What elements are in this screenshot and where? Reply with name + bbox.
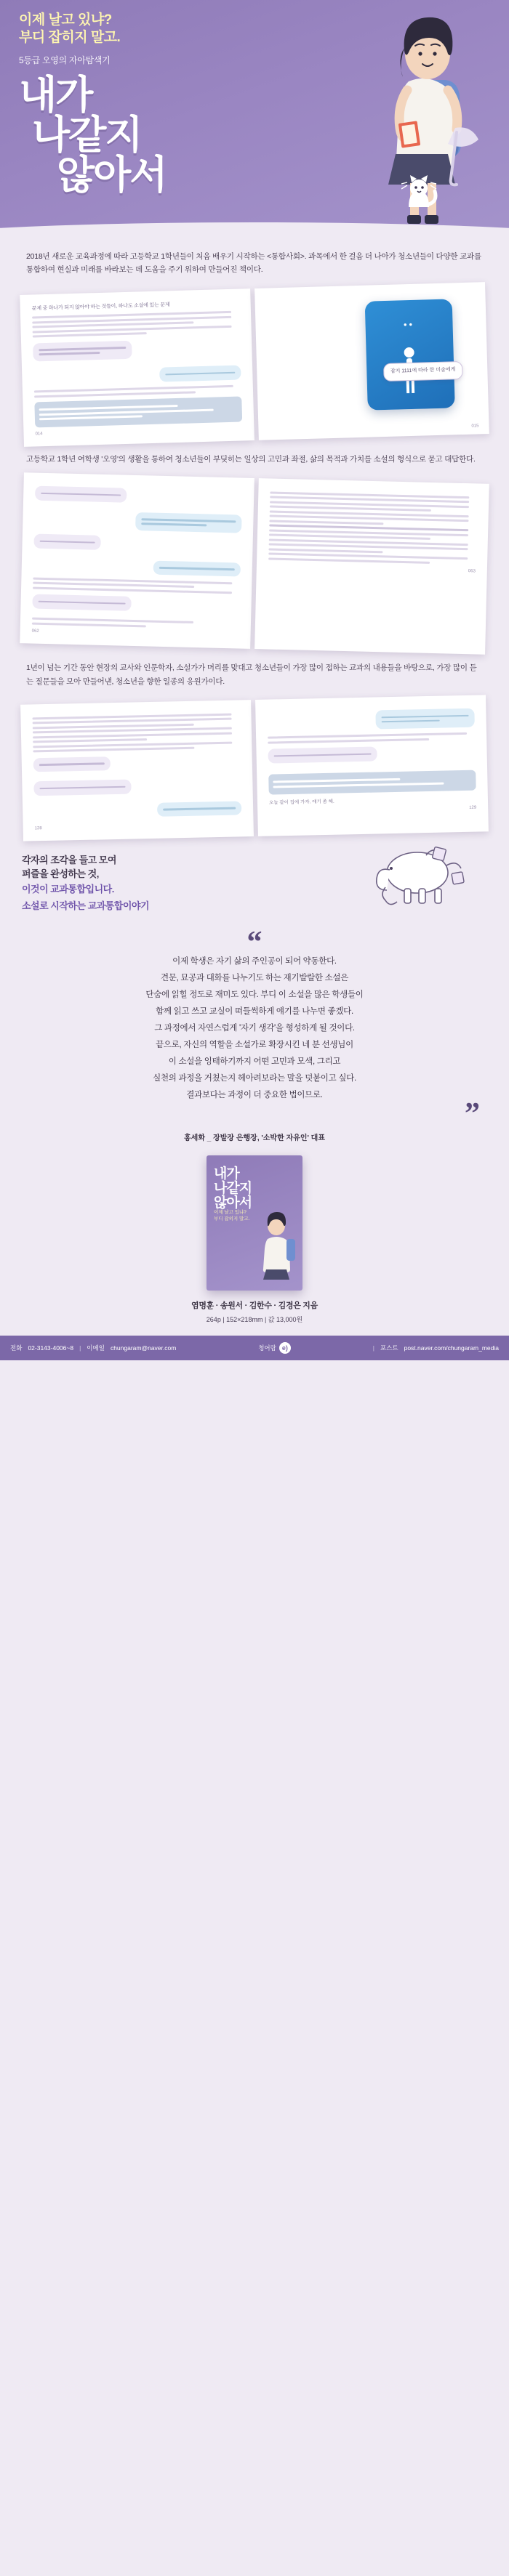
footer-contact	[10, 1344, 176, 1352]
cover-title-line1: 내가	[214, 1166, 239, 1182]
chat-bubble	[375, 708, 475, 729]
hero-question-line1: 이제 날고 있냐?	[19, 12, 112, 28]
elephant-illustration	[364, 844, 480, 910]
brand-mark-icon: e)	[279, 1342, 291, 1354]
book-spread-3	[22, 700, 487, 836]
card-face-icon: ••	[403, 318, 415, 331]
book-cover	[207, 1155, 302, 1291]
quote-line: 단숨에 읽힐 정도로 재미도 있다. 부디 이 소설을 많은 학생들이	[145, 990, 364, 1000]
post-label: 포스트	[380, 1344, 398, 1352]
cover-title-line2: 나같지	[214, 1180, 252, 1196]
tagline-line2: 퍼즐을 완성하는 것,	[22, 868, 99, 879]
book-spread-2	[22, 478, 487, 649]
hero-text-block	[19, 12, 324, 195]
quote-line: 견문, 묘공과 대화를 나누기도 하는 재기발랄한 소설은	[160, 974, 349, 983]
hero-subtitle: 5등급 오영의 자아탐색기	[19, 54, 111, 65]
intro-paragraph: 2018년 새로운 교육과정에 따라 고등학교 1학년들이 처음 배우기 시작하는 <통합사회>. 과목에서 한 걸음 더 나아가 청소년들이 다양한 교과를 통합하여 현실과 미래를 바라보는 데 도움을 주기 위하여 만들어진 책이다.	[26, 252, 481, 275]
chat-bubble	[32, 594, 131, 610]
page-number: 014	[35, 431, 43, 436]
chat-bubble	[135, 512, 242, 533]
email-address[interactable]: chungaram@naver.com	[110, 1344, 177, 1352]
page-number: 129	[469, 805, 477, 810]
speech-bubble: 잡지 1111에 따라 한 미술에게	[383, 361, 463, 381]
spread1-right-page	[254, 282, 489, 440]
footer-bar	[0, 1336, 509, 1360]
cover-quote-line2: 부디 잡히지 말고.	[214, 1216, 250, 1222]
quote-line: 이 소설을 잉태하기까지 어떤 고민과 모색, 그리고	[168, 1057, 341, 1067]
tagline-line3: 이것이 교과통합입니다.	[22, 883, 114, 895]
hero-title-line2: 나같지	[32, 113, 142, 157]
hero-title-line1: 내가	[19, 73, 92, 117]
phone-label: 전화	[10, 1344, 23, 1352]
spread2-right-page	[254, 478, 489, 654]
brand-name: 청어람	[258, 1344, 276, 1352]
tagline-line1: 각자의 조각을 들고 모여	[22, 854, 116, 865]
quote-line: 함께 읽고 쓰고 교실이 떠들썩하게 얘기를 나누면 좋겠다.	[156, 1007, 353, 1017]
cover-title-line3: 않아서	[214, 1195, 252, 1211]
chat-label: 오늘 같이 집에 가자. 얘기 좀 해.	[268, 799, 334, 806]
cover-girl-icon	[254, 1211, 298, 1285]
tagline-line4: 소설로 시작하는 교과통합이야기	[22, 900, 150, 911]
cat-illustration	[401, 171, 439, 215]
book-info	[0, 1147, 509, 1328]
quote-line: 끝으로, 자신의 역할을 소설가로 확장시킨 네 분 선생님이	[156, 1041, 353, 1050]
quote-close-mark: ”	[465, 1097, 480, 1131]
divider: |	[79, 1344, 81, 1352]
section2-paragraph: 고등학교 1학년 여학생 '오영'의 생활을 통하여 청소년들이 부딪히는 일상의 고민과 좌절, 삶의 목적과 가치를 소설의 형식으로 묻고 대답한다.	[26, 455, 476, 464]
chat-bubble	[157, 801, 241, 817]
chat-bubble	[33, 756, 111, 772]
spread3-left-page	[20, 700, 254, 841]
page-number: 062	[31, 628, 39, 633]
tagline-band	[0, 839, 509, 921]
divider: |	[372, 1344, 374, 1352]
cover-title	[214, 1167, 252, 1211]
quote-author: 홍세화 _ 장발장 은행장, '소박한 자유인' 대표	[184, 1134, 325, 1142]
quote-open-mark: “	[247, 925, 262, 959]
page-number: 015	[471, 423, 479, 428]
quote-line: 실천의 과정을 거쳤는지 헤아려보라는 말을 덧붙이고 싶다.	[153, 1074, 356, 1083]
spread2-left-page	[20, 472, 254, 648]
book-meta: 264p | 152×218mm | 값 13,000원	[206, 1315, 303, 1323]
spread3-right-page	[255, 695, 489, 836]
quote-line: 결과보다는 과정이 더 중요한 법이므로.	[186, 1091, 323, 1100]
quote-line: 이제 학생은 자기 삶의 주인공이 되어 약동한다.	[172, 957, 337, 966]
cover-quote-line1: 이제 날고 있냐?	[214, 1209, 247, 1215]
section3-paragraph: 1년이 넘는 기간 동안 현장의 교사와 인문학자, 소설가가 머리를 맞대고 청소년들이 가장 많이 접하는 교과의 내용들을 바탕으로, 가장 많이 듣는 질문들을 모아 만들어낸, 청소년을 향한 일종의 응원가이다.	[26, 663, 477, 686]
page-number: 063	[468, 568, 476, 573]
book-spread-1	[22, 288, 487, 440]
quote-line: 그 과정에서 자연스럽게 '자기 생각'을 형성하게 될 것이다.	[154, 1024, 355, 1033]
chat-bubble	[33, 779, 131, 795]
hero-banner	[0, 0, 509, 240]
chat-bubble	[33, 533, 100, 549]
brand-logo	[258, 1342, 291, 1354]
phone-number: 02-3143-4006~8	[28, 1344, 74, 1352]
chat-bubble	[153, 560, 241, 576]
illustration-card	[365, 299, 455, 410]
chat-bubble	[33, 340, 132, 361]
book-authors: 염명훈 · 송원서 · 김한수 · 김경은 지음	[191, 1301, 318, 1310]
endorsement-quote	[0, 921, 509, 1147]
chat-bubble	[35, 485, 127, 502]
chat-bubble	[159, 365, 241, 381]
hero-title	[19, 73, 324, 197]
spread1-left-title: 문제 중 하나가 되지 않아야 하는 것들이, 하나도 소설에 있는 문제	[31, 302, 170, 312]
hero-question-line2: 부디 잡히지 말고.	[19, 29, 121, 45]
chat-bubble	[268, 746, 377, 763]
hero-title-line3: 않아서	[57, 153, 167, 197]
footer-post	[373, 1344, 499, 1352]
post-url[interactable]: post.naver.com/chungaram_media	[404, 1344, 499, 1352]
quote-body	[29, 953, 480, 1104]
chat-box	[34, 396, 242, 427]
cover-quote	[214, 1209, 249, 1224]
page-number: 128	[34, 826, 42, 831]
email-label: 이메일	[87, 1344, 105, 1352]
spread1-left-page	[20, 288, 254, 446]
chat-box	[268, 770, 476, 794]
